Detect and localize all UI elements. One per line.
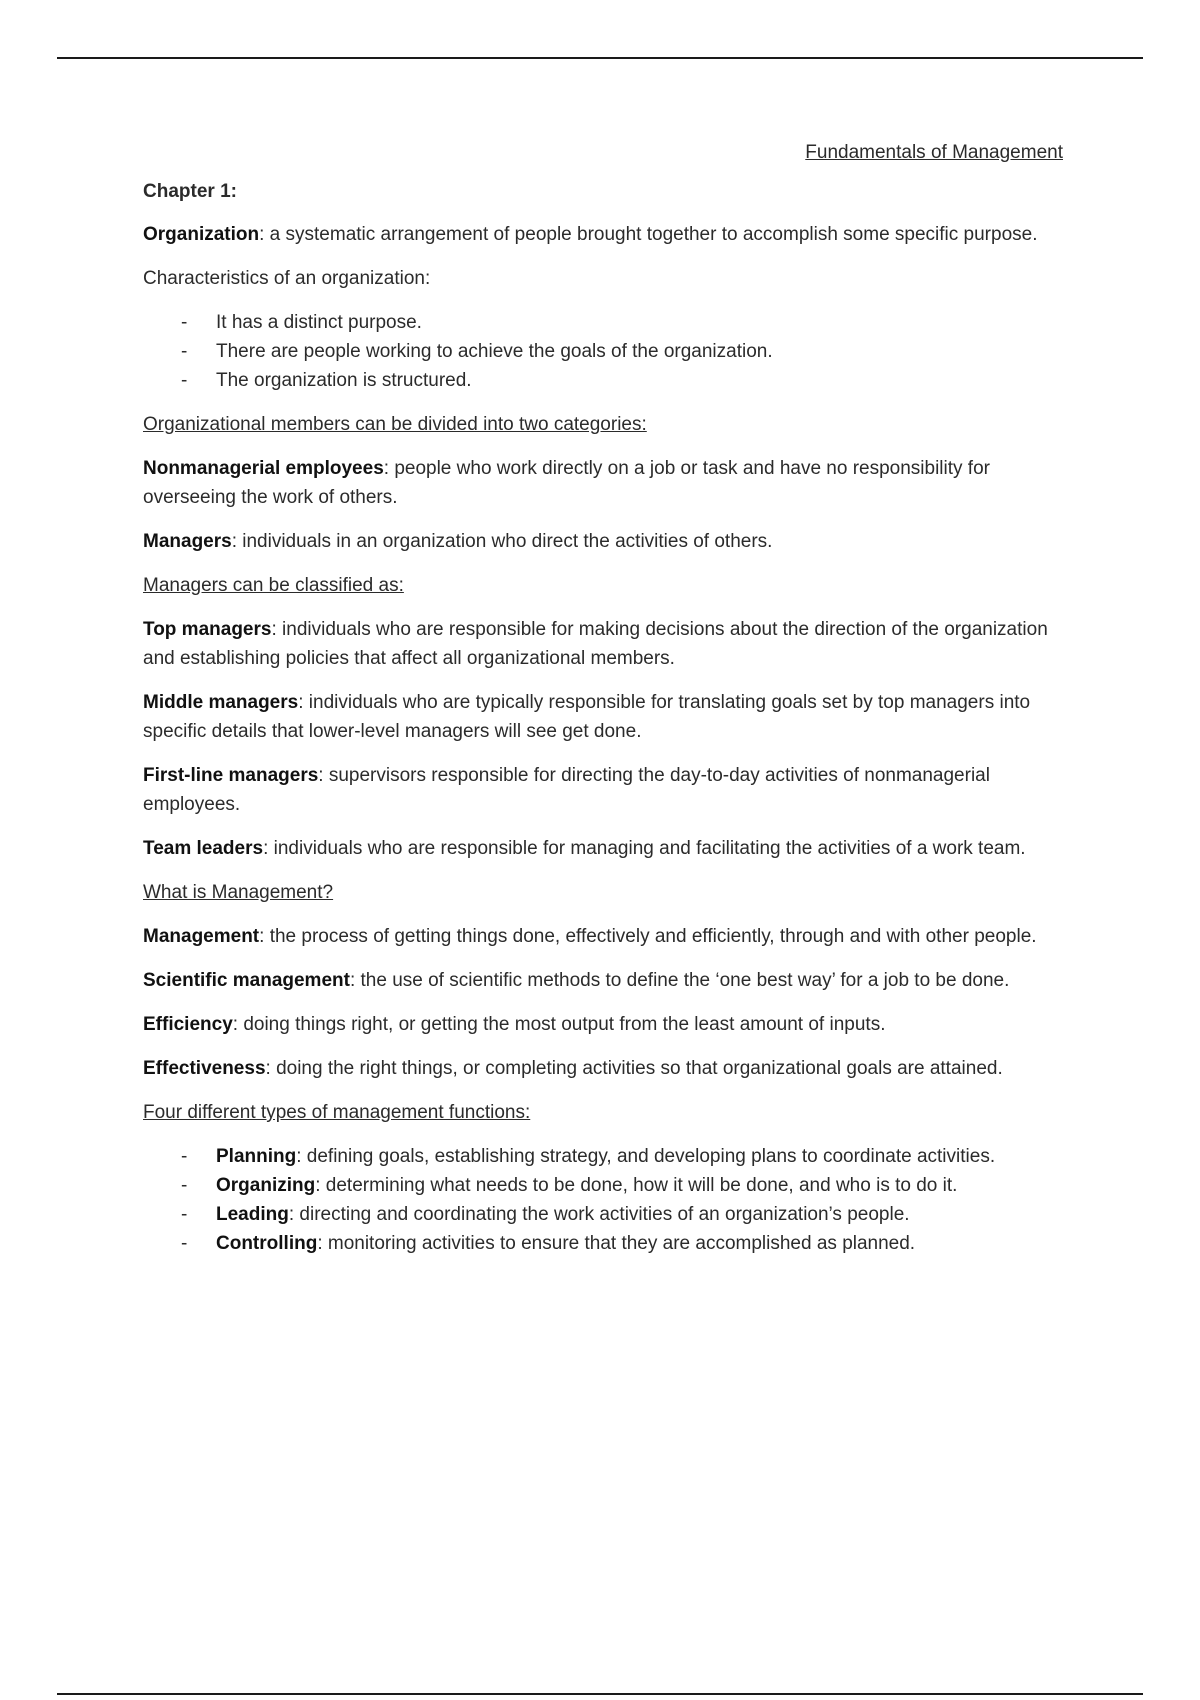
definition-top-managers — [143, 615, 1063, 673]
definition-nonmanagerial — [143, 454, 1063, 512]
definition-text: : a systematic arrangement of people brought together to accomplish some specific purpose. — [259, 224, 1038, 245]
definition-management — [143, 922, 1063, 951]
definition-text: : the process of getting things done, effectively and efficiently, through and with other people. — [259, 926, 1037, 947]
characteristics-intro: Characteristics of an organization: — [143, 268, 431, 289]
definition-managers — [143, 527, 1063, 556]
term: Efficiency — [143, 1014, 233, 1035]
term: Team leaders — [143, 838, 264, 859]
term: Managers — [143, 531, 232, 552]
functions-list — [143, 1142, 1063, 1258]
definition-efficiency — [143, 1010, 1063, 1039]
bullet-dash: - — [181, 1204, 188, 1225]
list-item: - Planning: defining goals, establishing strategy, and developing plans to coordinate activities. — [143, 1142, 1063, 1171]
definition-text: : supervisors responsible for directing the day-to-day activities of nonmanagerial employees. — [143, 765, 990, 815]
section-heading-manager-types: Managers can be classified as: — [143, 575, 404, 596]
list-item: - Organizing: determining what needs to be done, how it will be done, and who is to do it. — [143, 1171, 1063, 1200]
term: Scientific management — [143, 970, 350, 991]
header-rule — [57, 57, 1143, 59]
bullet-dash: - — [181, 1175, 188, 1196]
term: Nonmanagerial employees — [143, 458, 384, 479]
list-item: - The organization is structured. — [143, 366, 1063, 395]
term: Top managers — [143, 619, 272, 640]
chapter-heading: Chapter 1: — [143, 181, 237, 202]
bullet-dash: - — [181, 312, 188, 333]
definition-text: : people who work directly on a job or task and have no responsibility for overseeing the work of others. — [143, 458, 990, 508]
definition-text: : the use of scientific methods to define the ‘one best way’ for a job to be done. — [349, 970, 1010, 991]
document-page — [143, 138, 1063, 1273]
section-heading-management: What is Management? — [143, 882, 334, 903]
definition-text: : individuals who are typically responsible for translating goals set by top managers into specific details that lower-level managers will see get done. — [143, 692, 1031, 742]
definition-first-line-managers — [143, 761, 1063, 819]
definition-text: : doing things right, or getting the most output from the least amount of inputs. — [232, 1014, 886, 1035]
term: First-line managers — [143, 765, 319, 786]
term: Middle managers — [143, 692, 299, 713]
bullet-dash: - — [181, 1146, 188, 1167]
bullet-dash: - — [181, 1233, 188, 1254]
characteristics-list — [143, 308, 1063, 395]
definition-middle-managers — [143, 688, 1063, 746]
section-heading-functions: Four different types of management functions: — [143, 1102, 531, 1123]
definition-text: : individuals in an organization who direct the activities of others. — [231, 531, 773, 552]
document-title: Fundamentals of Management — [805, 142, 1063, 163]
definition-scientific-management — [143, 966, 1063, 995]
list-item: - There are people working to achieve the goals of the organization. — [143, 337, 1063, 366]
term: Organization — [143, 224, 260, 245]
section-heading-members: Organizational members can be divided into two categories: — [143, 414, 647, 435]
definition-text: : individuals who are responsible for making decisions about the direction of the organization and establishing policies that affect all organizational members. — [143, 619, 1048, 669]
definition-text: : individuals who are responsible for managing and facilitating the activities of a work team. — [263, 838, 1026, 859]
list-item: - It has a distinct purpose. — [143, 308, 1063, 337]
list-item: - Leading: directing and coordinating the work activities of an organization’s people. — [143, 1200, 1063, 1229]
list-item: - Controlling: monitoring activities to ensure that they are accomplished as planned. — [143, 1229, 1063, 1258]
definition-organization — [143, 220, 1063, 249]
footer-rule — [57, 1693, 1143, 1695]
definition-team-leaders — [143, 834, 1063, 863]
term: Effectiveness — [143, 1058, 266, 1079]
definition-effectiveness — [143, 1054, 1063, 1083]
definition-text: : doing the right things, or completing activities so that organizational goals are attained. — [265, 1058, 1003, 1079]
bullet-dash: - — [181, 341, 188, 362]
term: Management — [143, 926, 260, 947]
bullet-dash: - — [181, 370, 188, 391]
